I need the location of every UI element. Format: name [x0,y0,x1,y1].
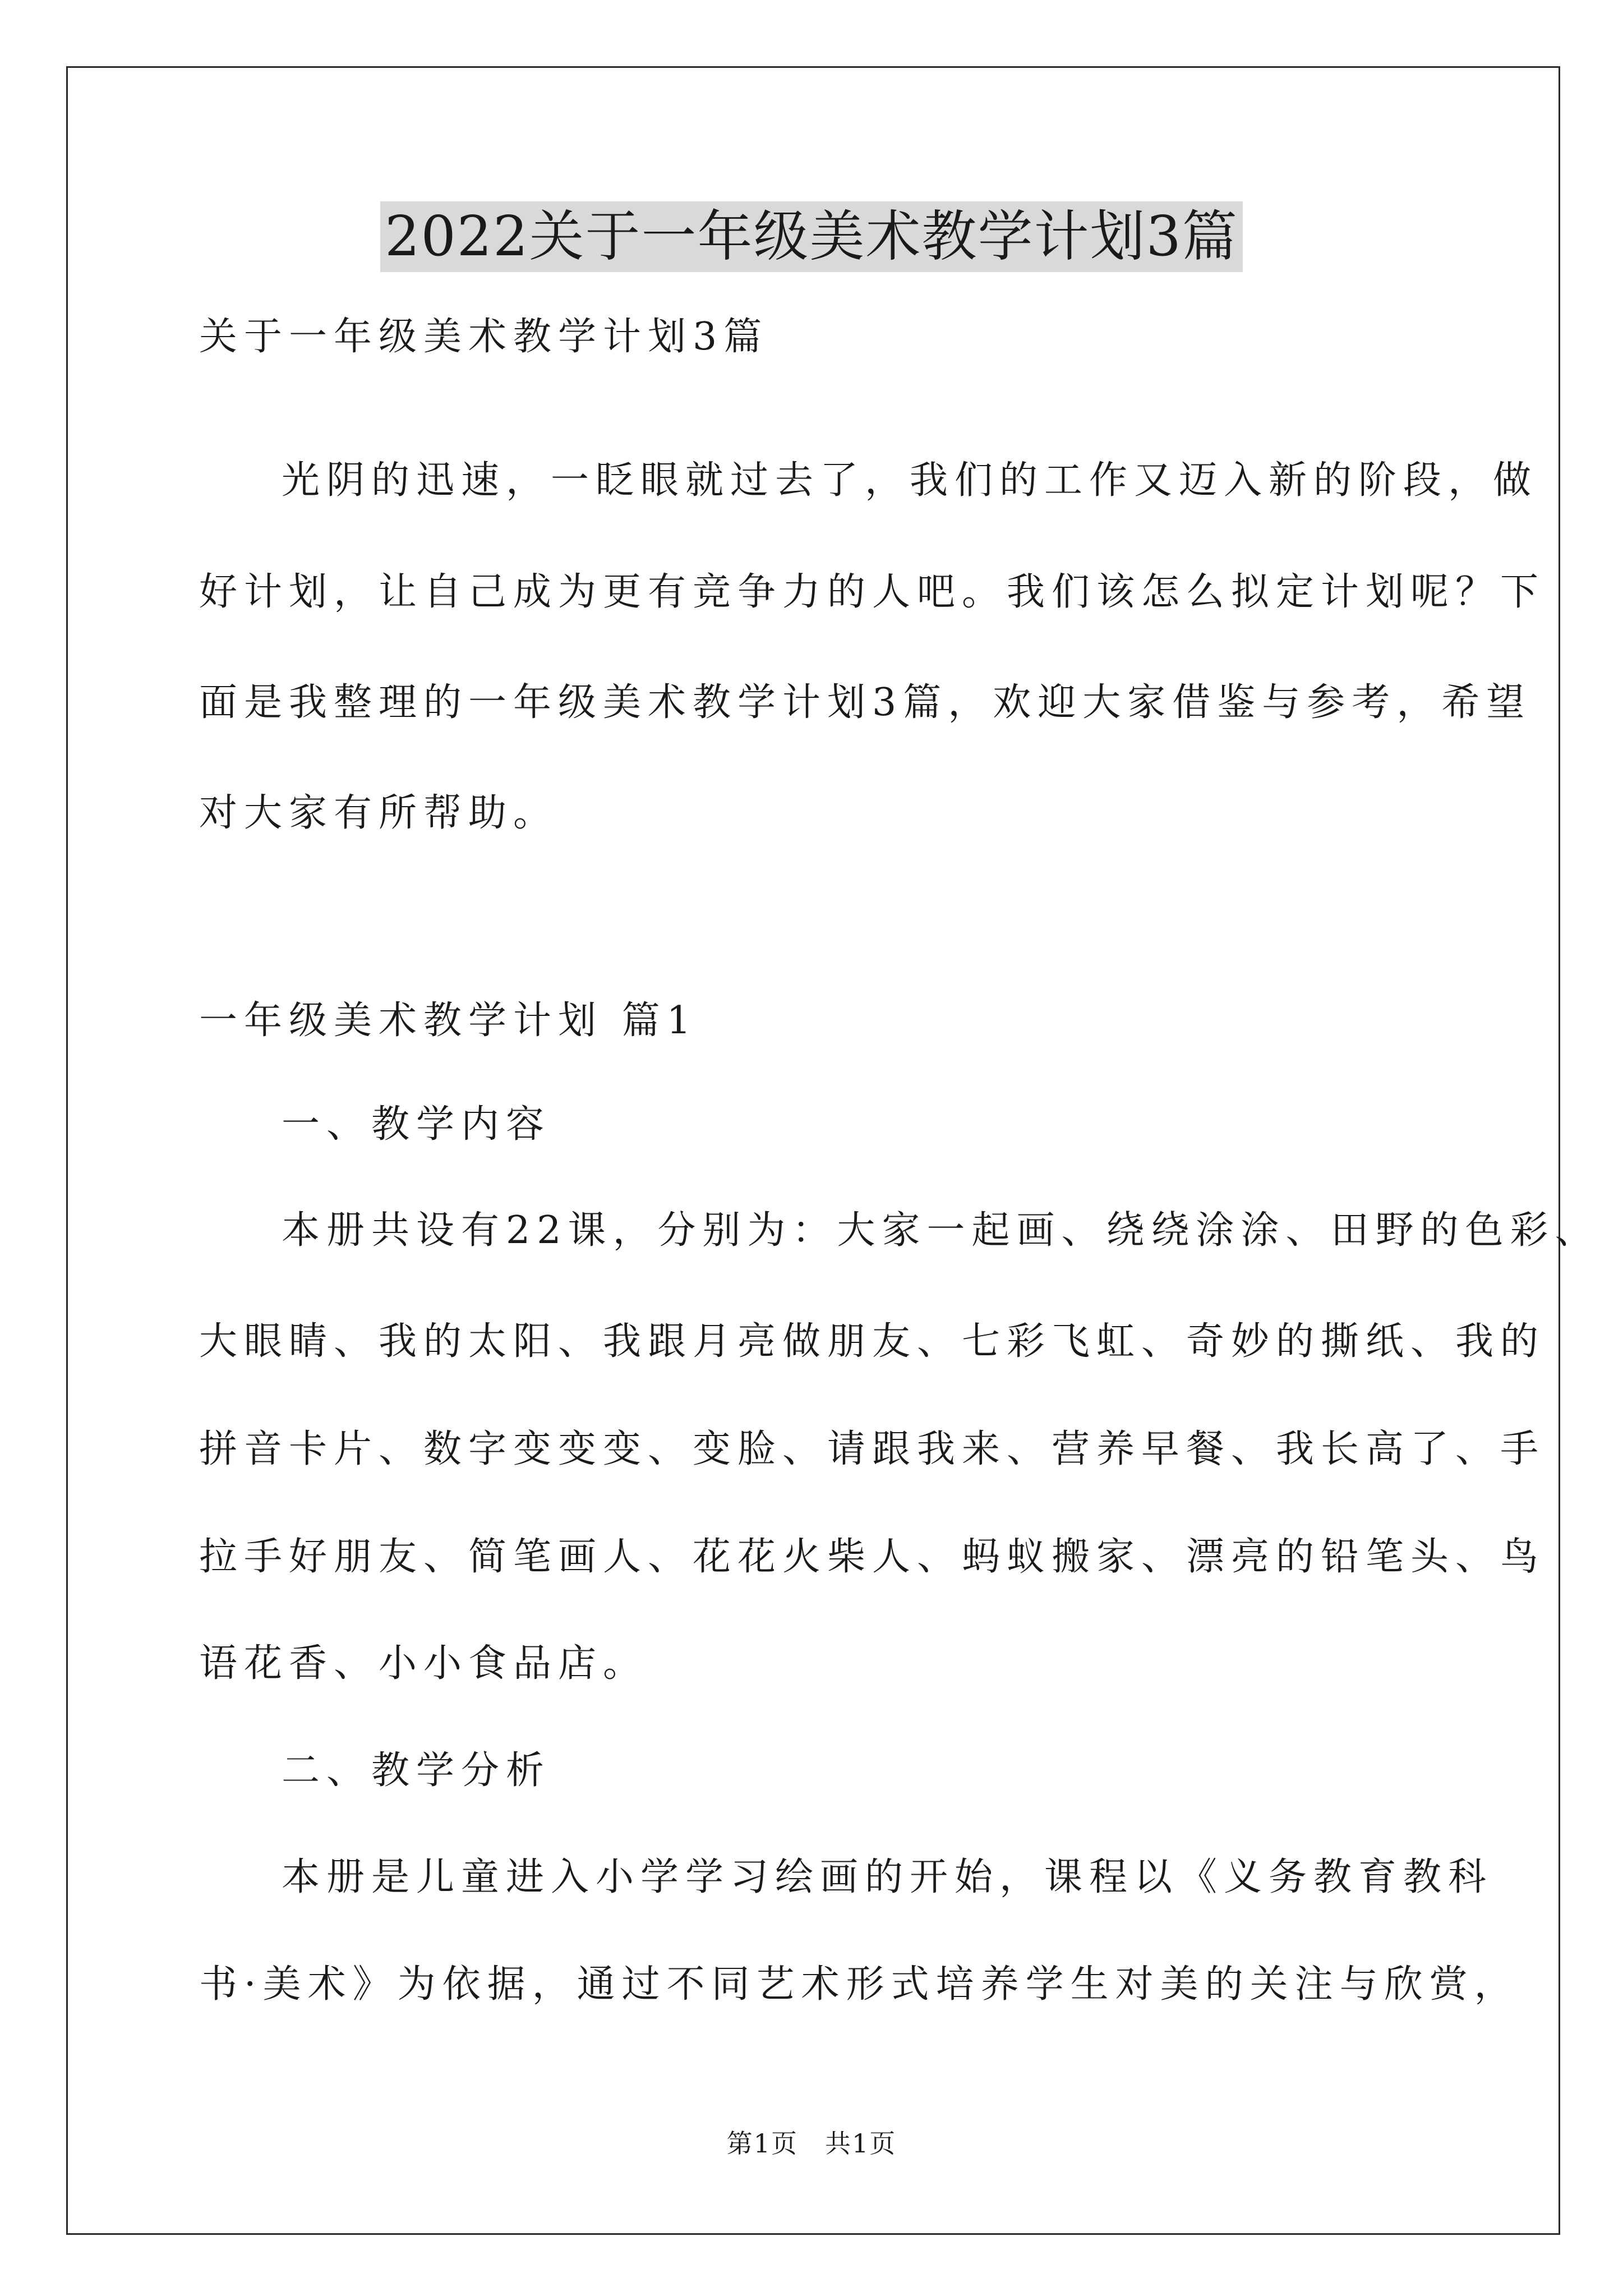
intro-line: 好计划，让自己成为更有竞争力的人吧。我们该怎么拟定计划呢？下 [199,570,1546,614]
part1-line: 本册共设有22课，分别为：大家一起画、绕绕涂涂、田野的色彩、 [282,1208,1600,1253]
part1-line: 语花香、小小食品店。 [199,1641,648,1686]
part2-line: 书·美术》为依据，通过不同艺术形式培养学生对美的关注与欣赏， [199,1962,1519,2007]
section-heading: 一年级美术教学计划 篇1 [199,999,698,1043]
page-footer: 第1页 共1页 [726,2128,897,2159]
part1-heading: 一、教学内容 [282,1102,551,1147]
intro-line: 光阴的迅速，一眨眼就过去了，我们的工作又迈入新的阶段，做 [282,458,1538,503]
part1-line: 拉手好朋友、简笔画人、花花火柴人、蚂蚁搬家、漂亮的铅笔头、鸟 [199,1535,1546,1579]
document-title-text: 2022关于一年级美术教学计划3篇 [380,201,1243,272]
intro-line: 对大家有所帮助。 [199,791,559,835]
part2-heading: 二、教学分析 [282,1749,551,1793]
intro-line: 面是我整理的一年级美术教学计划3篇，欢迎大家借鉴与参考，希望 [199,680,1532,725]
document-subtitle: 关于一年级美术教学计划3篇 [199,315,769,359]
document-title [0,197,1623,276]
part1-line: 拼音卡片、数字变变变、变脸、请跟我来、营养早餐、我长高了、手 [199,1427,1546,1471]
part1-line: 大眼睛、我的太阳、我跟月亮做朋友、七彩飞虹、奇妙的撕纸、我的 [199,1319,1546,1364]
page-border [66,66,1600,2235]
part2-line: 本册是儿童进入小学学习绘画的开始，课程以《义务教育教科 [282,1855,1493,1899]
